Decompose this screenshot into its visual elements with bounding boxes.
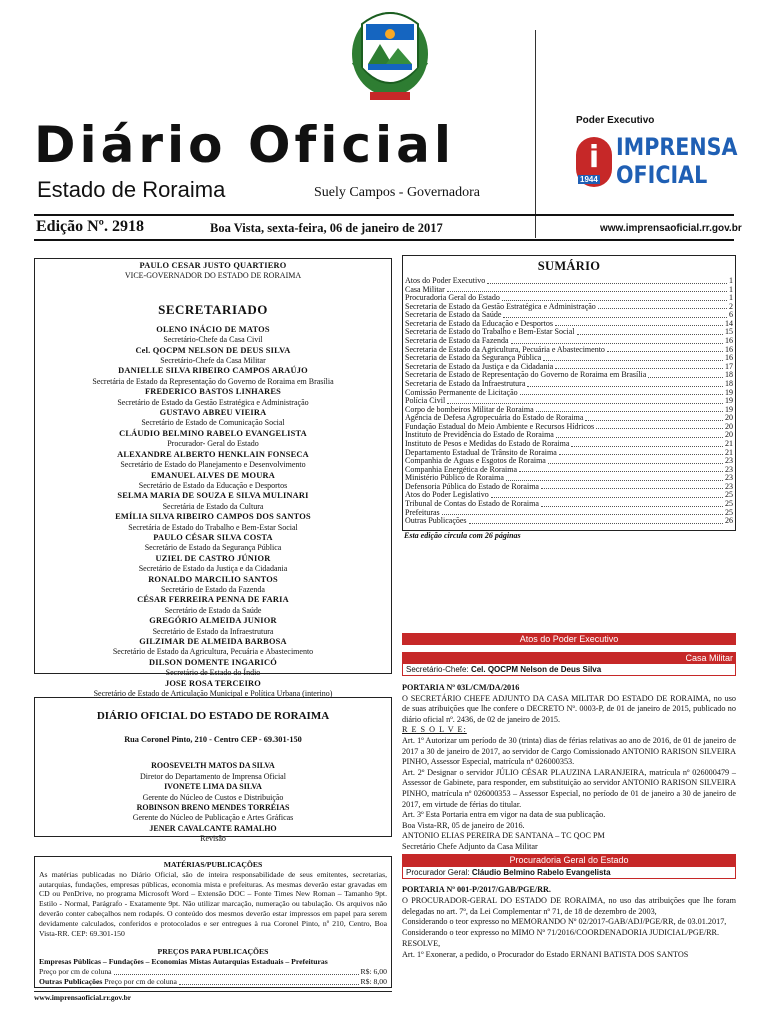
secretariado-list xyxy=(35,325,391,700)
summary-item-label: Atos do Poder Executivo xyxy=(405,277,486,285)
summary-item-page: 20 xyxy=(725,431,733,440)
summary-list xyxy=(405,277,733,526)
summary-item-page: 20 xyxy=(725,414,733,423)
member-role: Secretário de Estado da Agricultura, Pecuária e Abastecimento xyxy=(112,647,314,657)
staff-role: Gerente do Núcleo de Custos e Distribuição xyxy=(142,792,284,802)
info-icon: i xyxy=(576,137,612,187)
imprensa-oficial-logo xyxy=(576,133,736,191)
staff-role: Revisão xyxy=(200,834,226,844)
member-role: Procurador- Geral do Estado xyxy=(167,439,259,449)
procurador-name: Cláudio Belmino Rabelo Evangelista xyxy=(471,868,611,877)
member-role: Secretário de Estado do Índio xyxy=(165,668,261,678)
portaria-body xyxy=(402,694,736,853)
summary-item-label: Secretaria de Estado da Educação e Desportos xyxy=(405,319,553,328)
member-role: Secretária de Estado do Trabalho e Bem-Estar Social xyxy=(128,522,298,532)
state-name: Estado de Roraima xyxy=(37,177,226,202)
member-name: EMÍLIA SILVA RIBEIRO CAMPOS DOS SANTOS xyxy=(115,512,311,522)
summary-item-label: Polícia Civil xyxy=(405,397,446,406)
summary-item[interactable] xyxy=(405,423,733,432)
section-bar-casa-militar xyxy=(402,652,736,663)
summary-item-page: 19 xyxy=(725,405,733,414)
summary-item-label: Secretaria de Estado da Gestão Estratégica e Administração xyxy=(405,302,596,311)
summary-item-label: Secretaria de Estado da Justiça e da Cidadania xyxy=(405,362,554,371)
summary-item-label: Fundação Estadual do Meio Ambiente e Recursos Hídricos xyxy=(405,422,595,431)
summary-item[interactable] xyxy=(405,337,733,346)
portaria-body xyxy=(402,896,736,961)
circulation-note: Esta edição circula com 26 páginas xyxy=(404,531,521,540)
summary-item[interactable] xyxy=(405,320,733,329)
paragraph: R E S O L V E: xyxy=(402,725,467,735)
vice-governor-role: VICE-GOVERNADOR DO ESTADO DE RORAIMA xyxy=(124,271,302,281)
procuradoria-chief xyxy=(402,866,736,879)
paragraph: Art. 1º Exonerar, a pedido, o Procurador do Estado ERNANI BATISTA DOS SANTOS xyxy=(402,949,689,959)
summary-item[interactable] xyxy=(405,294,733,303)
materias-box xyxy=(34,856,392,988)
header-divider xyxy=(535,30,536,238)
member-role: Secretário de Estado da Gestão Estratégica e Administração xyxy=(117,397,309,407)
staff-name: ROOSEVELTH MATOS DA SILVA xyxy=(151,761,275,771)
staff-name: ROBINSON BRENO MENDES TORRÉIAS xyxy=(136,803,290,813)
procurador-label: Procurador Geral: xyxy=(406,868,470,877)
section-bar-procuradoria: Procuradoria Geral do Estado xyxy=(402,854,736,866)
price-row xyxy=(39,967,387,977)
member-name: DANIELLE SILVA RIBEIRO CAMPOS ARAÚJO xyxy=(118,366,308,376)
summary-item-page: 14 xyxy=(725,319,733,328)
paragraph: Considerando o teor expresso no MIMO Nº 71/2016/COORDENADORIA JUDICIAL/PGE/RR. xyxy=(402,928,720,938)
member-name: GUSTAVO ABREU VIEIRA xyxy=(159,408,267,418)
section-bar-executive: Atos do Poder Executivo xyxy=(402,633,736,645)
member-name: Cel. QOCPM NELSON DE DEUS SILVA xyxy=(135,345,291,355)
casa-militar-chief xyxy=(402,663,736,676)
member-role: Secretário de Estado de Articulação Municipal e Política Urbana (interino) xyxy=(93,689,333,699)
member-role: Secretário de Estado da Justiça e da Cidadania xyxy=(138,564,288,574)
member-name: PAULO CÉSAR SILVA COSTA xyxy=(153,532,273,542)
edition-number: Edição Nº. 2918 xyxy=(36,218,144,235)
logo-line2: OFICIAL xyxy=(616,161,708,189)
price-desc-other: Preço por cm de coluna xyxy=(104,976,177,986)
price-label: Preço por cm de coluna xyxy=(39,966,112,976)
summary-item-label: Secretaria de Estado do Trabalho e Bem-Estar Social xyxy=(405,328,575,337)
portaria-title: PORTARIA Nº 001-P/2017/GAB/PGE/RR. xyxy=(402,885,551,894)
summary-item[interactable] xyxy=(405,449,733,458)
government-box xyxy=(34,258,392,699)
vice-governor-name: PAULO CESAR JUSTO QUARTIERO xyxy=(139,261,287,270)
summary-item[interactable] xyxy=(405,509,733,518)
member-name: CLÁUDIO BELMINO RABELO EVANGELISTA xyxy=(119,428,307,438)
price-label-other: Outras Publicações xyxy=(39,976,103,986)
member-name: DILSON DOMENTE INGARICÓ xyxy=(149,657,277,667)
member-name: EMANUEL ALVES DE MOURA xyxy=(151,470,275,480)
paragraph: Art. 1º Autorizar um período de 30 (trinta) dias de férias relativas ao ano de 2016, de 01 de janeiro de 2017 a 30 de janeiro de 2017, ao servidor de Cargo Comissionado ANTONIO RARISON SILVEIRA PINHO, Assessor Especial, matrícula nº 026000353. xyxy=(402,735,736,767)
summary-item-page: 25 xyxy=(725,508,733,517)
journal-title: DIÁRIO OFICIAL DO ESTADO DE RORAIMA xyxy=(96,710,330,722)
summary-item-page: 23 xyxy=(725,465,733,474)
member-role: Secretário de Estado da Educação e Desportos xyxy=(138,480,288,490)
summary-heading: SUMÁRIO xyxy=(537,259,601,273)
summary-item[interactable] xyxy=(405,397,733,406)
paragraph: Secretário Chefe Adjunto da Casa Militar xyxy=(402,841,538,851)
summary-item-label: Corpo de bombeiros Militar de Roraima xyxy=(405,405,534,414)
newspaper-title: Diário Oficial xyxy=(34,116,455,174)
summary-item-label: Defensoria Pública do Estado de Roraima xyxy=(405,482,539,491)
summary-item-label: Secretaria de Estado da Segurança Pública xyxy=(405,354,542,363)
summary-item-label: Companhia de Águas e Esgotos de Roraima xyxy=(405,457,546,466)
summary-item-page: 1 xyxy=(729,294,733,303)
portaria-title: PORTARIA Nº 03L/CM/DA/2016 xyxy=(402,683,520,692)
staff-role: Gerente do Núcleo de Publicação e Artes Gráficas xyxy=(132,813,294,823)
member-name: FREDERICO BASTOS LINHARES xyxy=(144,387,282,397)
summary-item-label: Prefeituras xyxy=(405,508,440,517)
summary-item[interactable] xyxy=(405,277,733,286)
summary-item-page: 25 xyxy=(725,500,733,509)
summary-item-page: 21 xyxy=(725,439,733,448)
header-rule-top xyxy=(34,214,734,216)
summary-item-page: 17 xyxy=(725,362,733,371)
portaria-casa-militar xyxy=(402,683,736,853)
materias-text: As matérias publicadas no Diário Oficial, são de inteira responsabilidade de seus emitentes, secretarias, autarquias, fundações, empresas públicas, economia mista e prefeituras. As mesmas deverão estar gravadas em CD ou PenDrive, no programa Microsoft Word – Extensão DOC – Fonte Times New Roman – Tamanho 9pt. Estilo - Normal, Parágrafo - Exatamente 9pt. Não utilizar marcação, numeração ou tabulação. Os arquivos não deverão conter cabeçalhos nem rodapés. O conteúdo dos mesmos deverão estar impressos em papel para serem devidamente calculados, conferidos e protocolados e ser entregues à rua Coronel Pinto, nº 210, Centro, Boa Vista-RR. CEP: 69.301-150 xyxy=(39,869,387,938)
summary-item-page: 16 xyxy=(725,354,733,363)
member-name: JOSE ROSA TERCEIRO xyxy=(164,678,262,688)
member-role: Secretária de Estado da Representação do Governo de Roraima em Brasília xyxy=(92,376,334,386)
journal-address: Rua Coronel Pinto, 210 - Centro CEP - 69.301-150 xyxy=(124,735,302,744)
summary-item-page: 6 xyxy=(729,311,733,320)
member-role: Secretário de Estado da Saúde xyxy=(164,605,262,615)
summary-item-label: Procuradoria Geral do Estado xyxy=(405,294,500,303)
summary-item[interactable] xyxy=(405,483,733,492)
governor-name: Suely Campos - Governadora xyxy=(314,185,481,200)
member-role: Secretário-Chefe da Casa Civil xyxy=(163,335,263,345)
member-name: SELMA MARIA DE SOUZA E SILVA MULINARI xyxy=(117,491,309,501)
summary-item-label: Ministério Público de Roraima xyxy=(405,474,504,483)
summary-item-label: Outras Publicações xyxy=(405,517,467,526)
member-name: GREGÓRIO ALMEIDA JUNIOR xyxy=(149,616,277,626)
summary-item-label: Instituto de Previdência do Estado de Roraima xyxy=(405,431,554,440)
summary-box xyxy=(402,255,736,531)
summary-item-page: 18 xyxy=(725,371,733,380)
paragraph: O SECRETÁRIO CHEFE ADJUNTO DA CASA MILITAR DO ESTADO DE RORAIMA, no uso de suas atribuições que lhe confere o DECRETO Nº. 0003-P, de 01 de janeiro de 2015, publicado no diário oficial nº. 2436, de 02 de janeiro de 2015. xyxy=(402,693,736,724)
header-website-link[interactable]: www.imprensaoficial.rr.gov.br xyxy=(600,223,742,234)
summary-item-label: Casa Militar xyxy=(405,285,445,294)
header-rule-bottom xyxy=(34,239,734,241)
member-role: Secretário de Estado da Segurança Pública xyxy=(144,543,282,553)
summary-item-label: Secretaria de Estado da Saúde xyxy=(405,311,502,320)
paragraph: Boa Vista-RR, 05 de janeiro de 2016. xyxy=(402,820,525,830)
summary-item[interactable] xyxy=(405,354,733,363)
summary-item[interactable] xyxy=(405,346,733,355)
summary-item-page: 19 xyxy=(725,388,733,397)
price-value-other: R$: 8,00 xyxy=(360,976,387,986)
summary-item[interactable] xyxy=(405,406,733,415)
summary-item[interactable] xyxy=(405,491,733,500)
staff-role: Diretor do Departamento de Imprensa Oficial xyxy=(140,771,286,781)
secretariado-heading: SECRETARIADO xyxy=(158,301,268,317)
summary-item[interactable] xyxy=(405,440,733,449)
summary-item-page: 16 xyxy=(725,337,733,346)
summary-item[interactable] xyxy=(405,389,733,398)
journal-staff-list xyxy=(35,761,391,844)
paragraph: O PROCURADOR-GERAL DO ESTADO DE RORAIMA, no uso das atribuições que lhe foram delegadas no art. 7º, da Lei Complementar nº 71, de 18 de dezembro de 2003, xyxy=(402,895,736,916)
summary-item-page: 16 xyxy=(725,345,733,354)
member-name: OLENO INÁCIO DE MATOS xyxy=(156,324,270,334)
summary-item-page: 1 xyxy=(729,285,733,294)
summary-item-label: Comissão Permanente de Licitação xyxy=(405,388,518,397)
precos-heading: PREÇOS PARA PUBLICAÇÕES xyxy=(157,947,269,957)
summary-item-page: 23 xyxy=(725,482,733,491)
staff-name: JENER CAVALCANTE RAMALHO xyxy=(149,823,277,833)
summary-item-page: 18 xyxy=(725,379,733,388)
summary-item[interactable] xyxy=(405,517,733,526)
summary-item[interactable] xyxy=(405,380,733,389)
roraima-coat-of-arms-icon xyxy=(340,4,440,108)
summary-item-label: Secretaria de Estado da Fazenda xyxy=(405,337,509,346)
summary-item-label: Tribunal de Contas do Estado de Roraima xyxy=(405,500,539,509)
staff-name: IVONETE LIMA DA SILVA xyxy=(164,782,262,792)
precos-subheading: Empresas Públicas – Fundações – Economias Mistas Autarquias Estaduais – Prefeituras xyxy=(39,957,328,967)
summary-item-page: 1 xyxy=(729,277,733,285)
summary-item-label: Departamento Estadual de Trânsito de Roraima xyxy=(405,448,557,457)
edition-date: Boa Vista, sexta-feira, 06 de janeiro de 2017 xyxy=(210,221,443,235)
paragraph: Considerando o teor expresso no MEMORANDO Nº 02/2017-GAB/ADJ/PGE/RR, de 03.01.2017, xyxy=(402,917,727,927)
summary-item[interactable] xyxy=(405,328,733,337)
member-name: UZIEL DE CASTRO JÚNIOR xyxy=(155,553,271,563)
summary-item-page: 19 xyxy=(725,397,733,406)
summary-item-label: Secretaria de Estado da Agricultura, Pecuária e Abastecimento xyxy=(405,345,605,354)
logo-line1: IMPRENSA xyxy=(616,133,738,161)
summary-item-label: Secretaria de Estado de Representação do Governo de Roraima em Brasília xyxy=(405,371,647,380)
member-name: GILZIMAR DE ALMEIDA BARBOSA xyxy=(139,637,287,646)
logo-year: 1944 xyxy=(580,175,598,184)
summary-item[interactable] xyxy=(405,414,733,423)
summary-item[interactable] xyxy=(405,363,733,372)
summary-item-page: 23 xyxy=(725,457,733,466)
summary-item[interactable] xyxy=(405,311,733,320)
member-role: Secretária de Estado da Cultura xyxy=(162,501,264,511)
summary-item-page: 26 xyxy=(725,517,733,526)
paragraph: ANTONIO ELIAS PEREIRA DE SANTANA – TC QOC PM xyxy=(402,831,605,841)
member-name: CÉSAR FERREIRA PENNA DE FARIA xyxy=(137,595,289,605)
summary-item-label: Companhia Energética de Roraima xyxy=(405,465,518,474)
summary-item-page: 23 xyxy=(725,474,733,483)
member-role: Secretário de Estado de Comunicação Social xyxy=(141,418,285,428)
casa-militar-label: Casa Militar xyxy=(685,653,733,663)
summary-item[interactable] xyxy=(405,371,733,380)
power-label: Poder Executivo xyxy=(576,115,655,126)
chief-label: Secretário-Chefe: xyxy=(406,665,469,674)
summary-item[interactable] xyxy=(405,286,733,295)
summary-item[interactable] xyxy=(405,474,733,483)
summary-item[interactable] xyxy=(405,303,733,312)
member-name: ALEXANDRE ALBERTO HENKLAIN FONSECA xyxy=(117,449,309,459)
paragraph: RESOLVE, xyxy=(402,938,441,948)
summary-item-label: Instituto de Pesos e Medidas do Estado de Roraima xyxy=(405,439,570,448)
chief-name: Cel. QOCPM Nelson de Deus Silva xyxy=(470,665,602,674)
member-role: Secretário de Estado da Infraestrutura xyxy=(152,626,274,636)
price-value: R$: 6,00 xyxy=(360,966,387,976)
member-name: RONALDO MARCILIO SANTOS xyxy=(148,574,278,584)
summary-item[interactable] xyxy=(405,500,733,509)
paragraph: Art. 2º Designar o servidor JÚLIO CÉSAR PLAUZINA LARANJEIRA, matrícula nº 026000479 – Assessor de Gabinete, para responder, em substituição ao servidor ANTONIO RARISON SILVEIRA PINHO, matrícula nº 026000353 – Assessor Especial, no período de 01 de janeiro a 30 de janeiro de 2017, em virtude de férias do titular. xyxy=(402,767,736,809)
summary-item-label: Atos do Poder Legislativo xyxy=(405,491,489,500)
footer-website-link[interactable]: www.imprensaoficial.rr.gov.br xyxy=(34,991,392,1002)
summary-item[interactable] xyxy=(405,466,733,475)
materias-heading: MATÉRIAS/PUBLICAÇÕES xyxy=(163,860,263,869)
summary-item-page: 21 xyxy=(725,448,733,457)
summary-item-label: Agência de Defesa Agropecuária do Estado de Roraima xyxy=(405,414,584,423)
paragraph: Art. 3º Esta Portaria entra em vigor na data de sua publicação. xyxy=(402,810,606,820)
price-row-other xyxy=(39,977,387,987)
summary-item[interactable] xyxy=(405,457,733,466)
summary-item-page: 15 xyxy=(725,328,733,337)
member-role: Secretário de Estado do Planejamento e Desenvolvimento xyxy=(120,460,306,470)
portaria-procuradoria xyxy=(402,885,736,961)
summary-item-page: 25 xyxy=(725,491,733,500)
member-role: Secretário de Estado da Fazenda xyxy=(161,584,265,594)
summary-item[interactable] xyxy=(405,431,733,440)
summary-item-page: 20 xyxy=(725,422,733,431)
journal-info-box xyxy=(34,697,392,844)
summary-item-page: 2 xyxy=(729,302,733,311)
summary-item-label: Secretaria de Estado da Infraestrutura xyxy=(405,379,526,388)
member-role: Secretário-Chefe da Casa Militar xyxy=(160,356,266,366)
